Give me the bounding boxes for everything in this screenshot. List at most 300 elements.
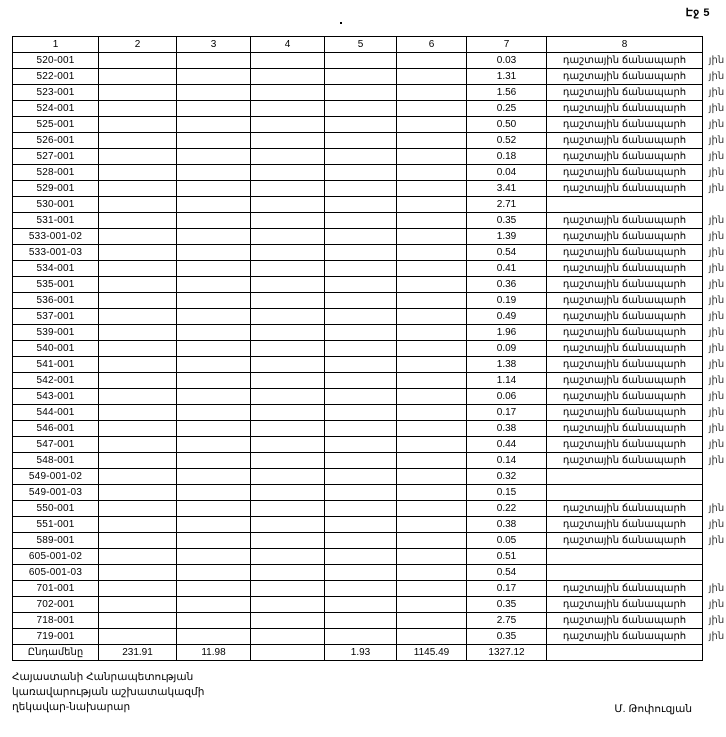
row-col-4	[251, 213, 325, 229]
row-description: դաշտային ճանապարհ	[547, 229, 703, 245]
row-col-5	[325, 85, 397, 101]
row-col-2	[99, 341, 177, 357]
row-col-2	[99, 453, 177, 469]
row-margin-note: յին	[708, 103, 725, 114]
row-col-3	[177, 117, 251, 133]
row-area: 0.52	[467, 133, 547, 149]
row-col-3	[177, 53, 251, 69]
table-row	[13, 565, 726, 581]
total-col-3: 11.98	[177, 645, 251, 661]
page-dot-mark	[340, 22, 342, 24]
row-col-6	[397, 341, 467, 357]
row-description: դաշտային ճանապարհ	[547, 181, 703, 197]
row-description: դաշտային ճանապարհ	[547, 373, 703, 389]
row-description: դաշտային ճանապարհ	[547, 341, 703, 357]
row-col-4	[251, 373, 325, 389]
row-col-5	[325, 549, 397, 565]
row-col-6	[397, 117, 467, 133]
footer-line-3: ղեկավար-նախարար	[12, 701, 131, 713]
row-area: 0.44	[467, 437, 547, 453]
row-col-3	[177, 133, 251, 149]
column-header-1: 1	[13, 37, 99, 53]
table-row	[13, 277, 726, 293]
row-area: 0.35	[467, 213, 547, 229]
row-col-4	[251, 69, 325, 85]
row-col-2	[99, 197, 177, 213]
row-col-4	[251, 389, 325, 405]
row-col-3	[177, 277, 251, 293]
row-description	[547, 485, 703, 501]
column-header-8: 8	[547, 37, 703, 53]
row-margin-note	[703, 565, 726, 581]
row-description: դաշտային ճանապարհ	[547, 245, 703, 261]
row-col-2	[99, 613, 177, 629]
row-col-2	[99, 597, 177, 613]
row-col-6	[397, 261, 467, 277]
row-col-6	[397, 293, 467, 309]
row-margin-note: յին	[708, 279, 725, 290]
row-description: դաշտային ճանապարհ	[547, 517, 703, 533]
row-description: դաշտային ճանապարհ	[547, 581, 703, 597]
row-col-5	[325, 533, 397, 549]
row-code: 533-001-03	[13, 245, 99, 261]
row-margin-note: յին	[708, 407, 725, 418]
row-col-6	[397, 549, 467, 565]
row-code: 605-001-02	[13, 549, 99, 565]
row-col-5	[325, 373, 397, 389]
row-col-4	[251, 197, 325, 213]
total-col-8	[547, 645, 703, 661]
row-margin-note: յին	[708, 599, 725, 610]
row-col-6	[397, 405, 467, 421]
row-description: դաշտային ճանապարհ	[547, 69, 703, 85]
row-col-3	[177, 485, 251, 501]
row-col-2	[99, 101, 177, 117]
row-col-5	[325, 565, 397, 581]
row-col-6	[397, 229, 467, 245]
row-col-3	[177, 69, 251, 85]
row-col-5	[325, 261, 397, 277]
row-area: 0.38	[467, 517, 547, 533]
column-header-3: 3	[177, 37, 251, 53]
row-margin-note: յին	[708, 311, 725, 322]
row-col-5	[325, 341, 397, 357]
row-code: 547-001	[13, 437, 99, 453]
row-col-5	[325, 197, 397, 213]
row-code: 530-001	[13, 197, 99, 213]
row-col-4	[251, 245, 325, 261]
row-col-6	[397, 469, 467, 485]
row-description: դաշտային ճանապարհ	[547, 309, 703, 325]
row-col-3	[177, 533, 251, 549]
column-header-7: 7	[467, 37, 547, 53]
table-row	[13, 213, 726, 229]
row-code: 525-001	[13, 117, 99, 133]
table-row	[13, 53, 726, 69]
row-margin-note: յին	[708, 247, 725, 258]
row-code: 549-001-03	[13, 485, 99, 501]
row-col-6	[397, 165, 467, 181]
row-col-3	[177, 229, 251, 245]
table-footer	[13, 645, 726, 661]
row-margin-note: յին	[708, 231, 725, 242]
table-row	[13, 389, 726, 405]
row-col-2	[99, 389, 177, 405]
row-description: դաշտային ճանապարհ	[547, 85, 703, 101]
row-col-4	[251, 581, 325, 597]
table-row	[13, 85, 726, 101]
row-col-6	[397, 197, 467, 213]
row-code: 548-001	[13, 453, 99, 469]
row-col-5	[325, 293, 397, 309]
row-col-6	[397, 501, 467, 517]
row-col-5	[325, 213, 397, 229]
row-col-4	[251, 341, 325, 357]
row-col-3	[177, 405, 251, 421]
row-code: 551-001	[13, 517, 99, 533]
row-area: 1.39	[467, 229, 547, 245]
row-col-3	[177, 565, 251, 581]
row-area: 0.54	[467, 565, 547, 581]
row-code: 528-001	[13, 165, 99, 181]
row-area: 0.32	[467, 469, 547, 485]
table-row	[13, 501, 726, 517]
row-area: 3.41	[467, 181, 547, 197]
row-col-4	[251, 549, 325, 565]
row-col-4	[251, 277, 325, 293]
row-margin-note: յին	[708, 151, 725, 162]
row-description: դաշտային ճանապարհ	[547, 149, 703, 165]
row-col-6	[397, 309, 467, 325]
row-col-2	[99, 437, 177, 453]
row-code: 533-001-02	[13, 229, 99, 245]
row-description	[547, 197, 703, 213]
row-code: 531-001	[13, 213, 99, 229]
row-area: 1.38	[467, 357, 547, 373]
row-col-5	[325, 165, 397, 181]
row-col-4	[251, 469, 325, 485]
row-description: դաշտային ճանապարհ	[547, 133, 703, 149]
row-col-5	[325, 133, 397, 149]
row-col-2	[99, 325, 177, 341]
table-row	[13, 245, 726, 261]
row-area: 0.36	[467, 277, 547, 293]
row-col-5	[325, 405, 397, 421]
row-description: դաշտային ճանապարհ	[547, 277, 703, 293]
row-col-6	[397, 245, 467, 261]
row-col-5	[325, 149, 397, 165]
row-col-5	[325, 53, 397, 69]
row-col-6	[397, 373, 467, 389]
row-area: 0.15	[467, 485, 547, 501]
row-col-5	[325, 469, 397, 485]
table-row	[13, 597, 726, 613]
column-header-5: 5	[325, 37, 397, 53]
row-area: 0.49	[467, 309, 547, 325]
row-col-6	[397, 133, 467, 149]
table-margin-cell	[703, 37, 726, 53]
table-row	[13, 341, 726, 357]
row-area: 0.04	[467, 165, 547, 181]
row-area: 2.75	[467, 613, 547, 629]
signature-name: Մ. Թոփուզյան	[614, 703, 692, 715]
row-col-2	[99, 229, 177, 245]
row-margin-note: յին	[708, 343, 725, 354]
table-row	[13, 629, 726, 645]
row-col-2	[99, 549, 177, 565]
row-code: 534-001	[13, 261, 99, 277]
row-col-2	[99, 213, 177, 229]
row-col-6	[397, 181, 467, 197]
row-col-4	[251, 357, 325, 373]
row-col-4	[251, 565, 325, 581]
row-col-2	[99, 165, 177, 181]
row-col-4	[251, 597, 325, 613]
row-description: դաշտային ճանապարհ	[547, 261, 703, 277]
row-col-2	[99, 133, 177, 149]
row-col-3	[177, 501, 251, 517]
row-col-2	[99, 181, 177, 197]
row-margin-note: յին	[708, 327, 725, 338]
row-col-2	[99, 357, 177, 373]
row-col-2	[99, 581, 177, 597]
row-col-2	[99, 517, 177, 533]
row-area: 0.35	[467, 597, 547, 613]
row-col-2	[99, 373, 177, 389]
row-col-4	[251, 117, 325, 133]
table-row	[13, 421, 726, 437]
row-description	[547, 565, 703, 581]
row-code: 522-001	[13, 69, 99, 85]
row-col-3	[177, 357, 251, 373]
row-code: 540-001	[13, 341, 99, 357]
row-description: դաշտային ճանապարհ	[547, 405, 703, 421]
row-col-4	[251, 421, 325, 437]
table-row	[13, 533, 726, 549]
row-margin-note: յին	[708, 519, 725, 530]
row-col-3	[177, 309, 251, 325]
table-row	[13, 549, 726, 565]
row-code: 543-001	[13, 389, 99, 405]
row-col-2	[99, 293, 177, 309]
row-area: 0.09	[467, 341, 547, 357]
row-margin-note	[703, 469, 726, 485]
row-col-6	[397, 69, 467, 85]
row-col-6	[397, 629, 467, 645]
row-margin-note: յին	[708, 439, 725, 450]
footer-block	[12, 670, 204, 715]
row-col-6	[397, 597, 467, 613]
row-code: 541-001	[13, 357, 99, 373]
table-row	[13, 293, 726, 309]
row-col-4	[251, 53, 325, 69]
row-margin-note	[703, 197, 726, 213]
row-margin-note: յին	[708, 263, 725, 274]
column-header-2: 2	[99, 37, 177, 53]
table-row	[13, 261, 726, 277]
row-description: դաշտային ճանապարհ	[547, 101, 703, 117]
row-margin-note: յին	[708, 503, 725, 514]
row-code: 539-001	[13, 325, 99, 341]
table-body	[13, 53, 726, 645]
row-col-6	[397, 613, 467, 629]
row-col-3	[177, 629, 251, 645]
row-code: 537-001	[13, 309, 99, 325]
row-area: 0.17	[467, 405, 547, 421]
row-col-5	[325, 357, 397, 373]
row-margin-note: յին	[708, 359, 725, 370]
row-col-3	[177, 373, 251, 389]
row-margin-note: յին	[708, 423, 725, 434]
row-area: 0.06	[467, 389, 547, 405]
row-description: դաշտային ճանապարհ	[547, 437, 703, 453]
total-col-4	[251, 645, 325, 661]
row-col-5	[325, 597, 397, 613]
row-col-4	[251, 149, 325, 165]
table-row	[13, 613, 726, 629]
row-col-3	[177, 341, 251, 357]
table-row	[13, 469, 726, 485]
row-area: 0.54	[467, 245, 547, 261]
row-margin-note: յին	[708, 55, 725, 66]
table-row	[13, 309, 726, 325]
row-area: 0.03	[467, 53, 547, 69]
row-col-4	[251, 501, 325, 517]
row-col-4	[251, 229, 325, 245]
row-col-4	[251, 133, 325, 149]
row-col-5	[325, 245, 397, 261]
row-col-2	[99, 485, 177, 501]
row-col-6	[397, 485, 467, 501]
row-margin-note: յին	[708, 583, 725, 594]
row-col-2	[99, 629, 177, 645]
row-col-4	[251, 517, 325, 533]
row-area: 0.35	[467, 629, 547, 645]
row-description: դաշտային ճանապարհ	[547, 165, 703, 181]
row-description: դաշտային ճանապարհ	[547, 597, 703, 613]
row-area: 0.05	[467, 533, 547, 549]
row-col-5	[325, 389, 397, 405]
row-col-3	[177, 181, 251, 197]
table-row	[13, 69, 726, 85]
row-col-5	[325, 309, 397, 325]
total-col-2: 231.91	[99, 645, 177, 661]
row-code: 701-001	[13, 581, 99, 597]
row-col-2	[99, 117, 177, 133]
row-col-4	[251, 165, 325, 181]
table-header-row	[13, 37, 726, 53]
row-col-4	[251, 309, 325, 325]
row-col-5	[325, 229, 397, 245]
row-area: 1.31	[467, 69, 547, 85]
row-description: դաշտային ճանապարհ	[547, 325, 703, 341]
row-margin-note: յին	[708, 615, 725, 626]
table-row	[13, 149, 726, 165]
row-margin-note: յին	[708, 295, 725, 306]
row-col-6	[397, 581, 467, 597]
row-code: 718-001	[13, 613, 99, 629]
table-row	[13, 581, 726, 597]
row-description: դաշտային ճանապարհ	[547, 533, 703, 549]
row-margin-note: յին	[708, 455, 725, 466]
total-col-7: 1327.12	[467, 645, 547, 661]
row-col-5	[325, 117, 397, 133]
row-col-6	[397, 517, 467, 533]
row-col-3	[177, 437, 251, 453]
row-margin-note: յին	[708, 119, 725, 130]
row-col-3	[177, 389, 251, 405]
land-parcel-table	[12, 36, 726, 661]
row-col-4	[251, 629, 325, 645]
row-col-2	[99, 421, 177, 437]
footer-line-2: կառավարության աշխատակազմի	[12, 686, 205, 698]
row-margin-note: յին	[708, 391, 725, 402]
row-margin-note: յին	[708, 183, 725, 194]
row-col-4	[251, 453, 325, 469]
row-col-5	[325, 325, 397, 341]
row-margin-note: յին	[708, 375, 725, 386]
row-col-4	[251, 85, 325, 101]
row-description: դաշտային ճանապարհ	[547, 357, 703, 373]
row-code: 529-001	[13, 181, 99, 197]
row-col-4	[251, 325, 325, 341]
row-code: 542-001	[13, 373, 99, 389]
row-code: 549-001-02	[13, 469, 99, 485]
row-margin-note: յին	[708, 87, 725, 98]
row-col-3	[177, 517, 251, 533]
row-col-5	[325, 517, 397, 533]
row-margin-note: յին	[708, 215, 725, 226]
row-col-4	[251, 181, 325, 197]
footer-line-1: Հայաստանի Հանրապետության	[12, 671, 194, 683]
column-header-6: 6	[397, 37, 467, 53]
row-description	[547, 469, 703, 485]
row-col-6	[397, 53, 467, 69]
row-col-5	[325, 485, 397, 501]
row-col-4	[251, 533, 325, 549]
row-description: դաշտային ճանապարհ	[547, 613, 703, 629]
row-col-6	[397, 101, 467, 117]
row-area: 0.18	[467, 149, 547, 165]
row-code: 535-001	[13, 277, 99, 293]
row-area: 0.19	[467, 293, 547, 309]
table-row	[13, 101, 726, 117]
row-description: դաշտային ճանապարհ	[547, 213, 703, 229]
table-margin-cell	[703, 645, 726, 661]
table-header	[13, 37, 726, 53]
row-col-4	[251, 485, 325, 501]
row-col-6	[397, 565, 467, 581]
row-code: 719-001	[13, 629, 99, 645]
row-col-6	[397, 325, 467, 341]
table-row	[13, 405, 726, 421]
row-col-2	[99, 309, 177, 325]
row-code: 544-001	[13, 405, 99, 421]
row-code: 523-001	[13, 85, 99, 101]
row-margin-note: յին	[708, 71, 725, 82]
row-col-5	[325, 453, 397, 469]
row-col-6	[397, 213, 467, 229]
column-header-4: 4	[251, 37, 325, 53]
row-col-3	[177, 325, 251, 341]
row-code: 605-001-03	[13, 565, 99, 581]
row-col-3	[177, 613, 251, 629]
row-col-3	[177, 85, 251, 101]
row-description: դաշտային ճանապարհ	[547, 117, 703, 133]
row-col-3	[177, 197, 251, 213]
row-code: 524-001	[13, 101, 99, 117]
row-col-5	[325, 101, 397, 117]
